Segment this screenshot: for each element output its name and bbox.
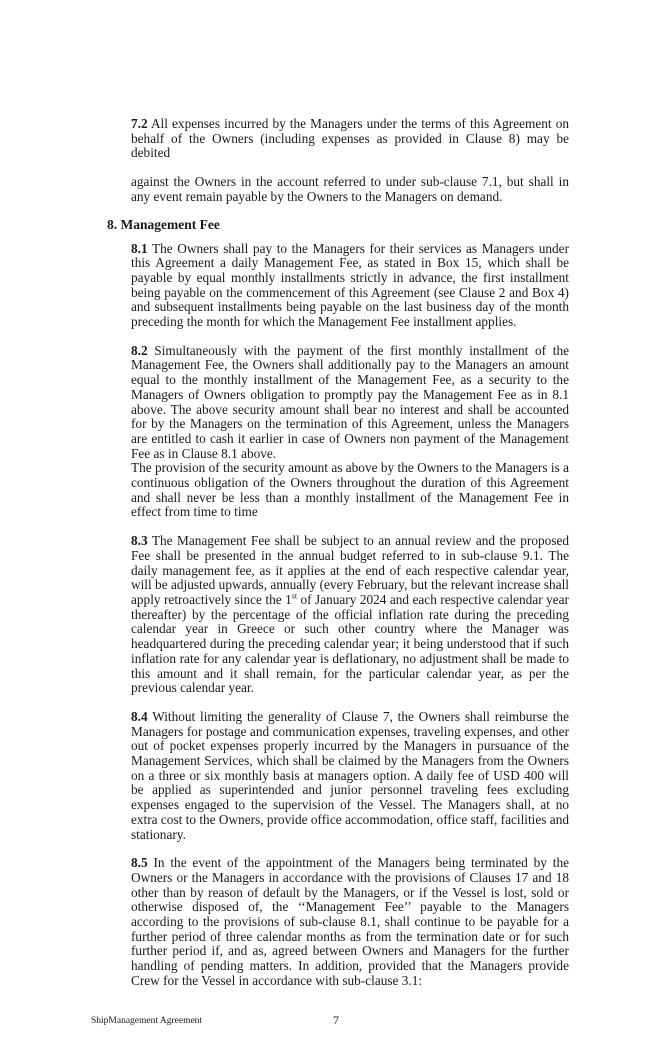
clause-number: 8.1 (131, 240, 148, 256)
footer-title: ShipManagement Agreement (91, 1015, 203, 1026)
clause-text: The Owners shall pay to the Managers for their services as Managers under this Agreement a daily Management Fee, as stated in Box 15, which shall be payable by equal monthly installments strictly in advance, the first installment being payable on the commencement of this Agreement (see Clause 2 and Box 4) and subsequent installments being payable on the last business day of the month preceding the month for which the Management Fee installment applies. (131, 240, 569, 330)
clause-7-2-part-a (131, 117, 569, 161)
ordinal-superscript: st (291, 591, 298, 601)
clause-number: 8.4 (131, 708, 148, 724)
clause-number: 7.2 (131, 116, 148, 131)
page-footer (0, 1013, 670, 1029)
clause-text: The Management Fee shall be subject to an annual review and the proposed Fee shall be presented in the annual budget referred to in sub-clause 9.1. The daily management fee, as it applies at the end of each respective calendar year, will be adjusted upwards, annually (every February, but the relevant increase shall apply retroactively since the 1 (131, 533, 569, 607)
clause-text: Without limiting the generality of Clause 7, the Owners shall reimburse the Managers for postage and communication expenses, traveling expenses, and other out of pocket expenses properly incurred by the Managers in pursuance of the Management Services, which shall be claimed by the Managers from the Owners on a three or six monthly basis at managers option. A daily fee of USD 400 will be applied as superintended and junior personnel traveling fees excluding expenses engaged to the supervision of the Vessel. The Managers shall, at no extra cost to the Owners, provide office accommodation, office staff, facilities and stationary. (131, 708, 569, 842)
page-number: 7 (333, 1012, 339, 1027)
clause-8-4 (131, 710, 569, 842)
clause-text: against the Owners in the account referred to under sub-clause 7.1, but shall in any event remain payable by the Owners to the Managers on demand. (131, 174, 569, 204)
clause-number: 8.5 (131, 855, 148, 871)
clause-text: All expenses incurred by the Managers under the terms of this Agreement on behalf of the Owners (including expenses as provided in Clause 8) may be debited (131, 116, 569, 161)
clause-number: 8.3 (131, 533, 148, 549)
clause-text: of January 2024 and each respective calendar year thereafter) by the percentage of the official inflation rate during the preceding calendar year in Greece or such other country where the Manager was headquartered during the preceding calendar year; it being understood that if such inflation rate for any calendar year is deflationary, no adjustment shall be made to this amount and it shall remain, for the particular calendar year, as per the previous calendar year. (131, 591, 569, 696)
clause-8-5 (131, 856, 569, 988)
clause-8-2 (131, 344, 569, 520)
clause-8-1 (131, 242, 569, 330)
clause-8-3 (131, 534, 569, 696)
clause-7-2-part-b (131, 175, 569, 204)
clause-text: In the event of the appointment of the Managers being terminated by the Owners or the Managers in accordance with the provisions of Clauses 17 and 18 other than by reason of default by the Managers, or if the Vessel is lost, sold or otherwise disposed of, the ‘‘Management Fee’’ payable to the Managers according to the provisions of sub-clause 8.1, shall continue to be payable for a further period of three calendar months as from the termination date or for such further period if, and as, agreed between Owners and Managers for the further handling of pending matters. In addition, provided that the Managers provide Crew for the Vessel in accordance with sub-clause 3.1: (131, 855, 569, 988)
clause-number: 8.2 (131, 342, 148, 358)
clause-text: Simultaneously with the payment of the first monthly installment of the Management Fee, the Owners shall additionally pay to the Managers an amount equal to the monthly installment of the Management Fee, as a security to the Managers of Owners obligation to promptly pay the Management Fee as in 8.1 above. The above security amount shall bear no interest and shall be accounted for by the Managers on the termination of this Agreement, unless the Managers are entitled to cash it earlier in case of Owners non payment of the Management Fee as in Clause 8.1 above. (131, 342, 569, 461)
section-heading: 8. Management Fee (107, 216, 220, 232)
clause-text: The provision of the security amount as above by the Owners to the Managers is a continuous obligation of the Owners throughout the duration of this Agreement and shall never be less than a monthly installment of the Management Fee in effect from time to time (131, 460, 569, 520)
